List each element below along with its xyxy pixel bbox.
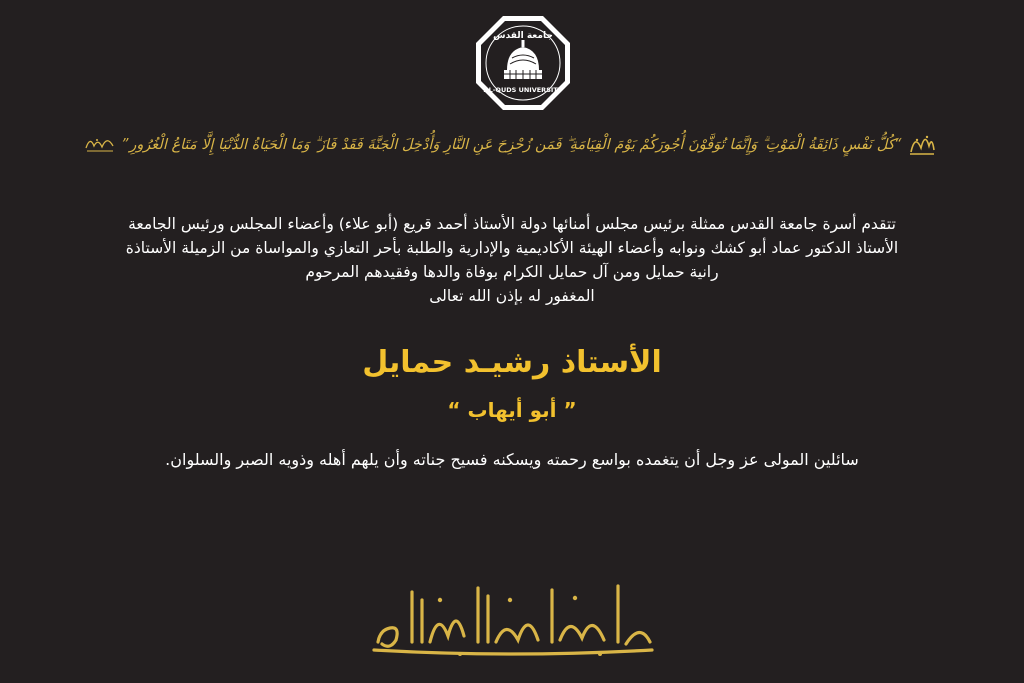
logo-english: AL-QUDS UNIVERSITY [483, 86, 563, 94]
deceased-kunya: ” أبو أيهاب “ [447, 398, 577, 422]
announcement-line: رانية حمايل ومن آل حمايل الكرام بوفاة والدها وفقيدهم المرحوم [305, 263, 719, 281]
logo-arabic: جامعة القدس [493, 31, 553, 41]
prayer-text: سائلين المولى عز وجل أن يتغمده بواسع رحمته ويسكنه فسيح جناته وأن يلهم أهله وذويه الصبر والسلوان. [165, 450, 859, 469]
announcement-line: المغفور له بإذن الله تعالى [429, 287, 595, 305]
quran-verse: “كُلُّ نَفْسٍ ذَائِقَةُ الْمَوْتِ ۗ وَإِنَّمَا تُوَفَّوْنَ أُجُورَكُمْ يَوْمَ الْقِيَامَةِ ۖ فَمَن زُحْزِحَ عَنِ النَّارِ وَأُدْخِلَ الْجَنَّةَ فَقَدْ فَازَ ۗ وَمَا الْحَيَاةُ الدُّنْيَا إِلَّا مَتَاعُ الْغُرُورِ” [121, 137, 903, 153]
inna-lillah-calligraphy-icon [360, 570, 660, 660]
verse-row [60, 128, 960, 178]
sadaqa-allah-calligraphy-icon [83, 132, 117, 158]
announcement-line: الأستاذ الدكتور عماد أبو كشك ونوابه وأعضاء الهيئة الأكاديمية والإدارية والطلبة بأحر التعازي والمواساة من الزميلة الأستاذة [125, 239, 899, 257]
university-logo [474, 14, 572, 112]
announcement-text [30, 212, 994, 308]
announcement-line: تتقدم أسرة جامعة القدس ممثلة برئيس مجلس أمنائها دولة الأستاذ أحمد قريع (أبو علاء) وأعضاء المجلس ورئيس الجامعة [128, 215, 896, 233]
basmala-calligraphy-icon [907, 128, 937, 162]
closing-calligraphy [360, 570, 660, 660]
dome-of-the-rock-icon [474, 14, 572, 112]
deceased-name: الأستاذ رشيـد حمايل [362, 345, 662, 380]
